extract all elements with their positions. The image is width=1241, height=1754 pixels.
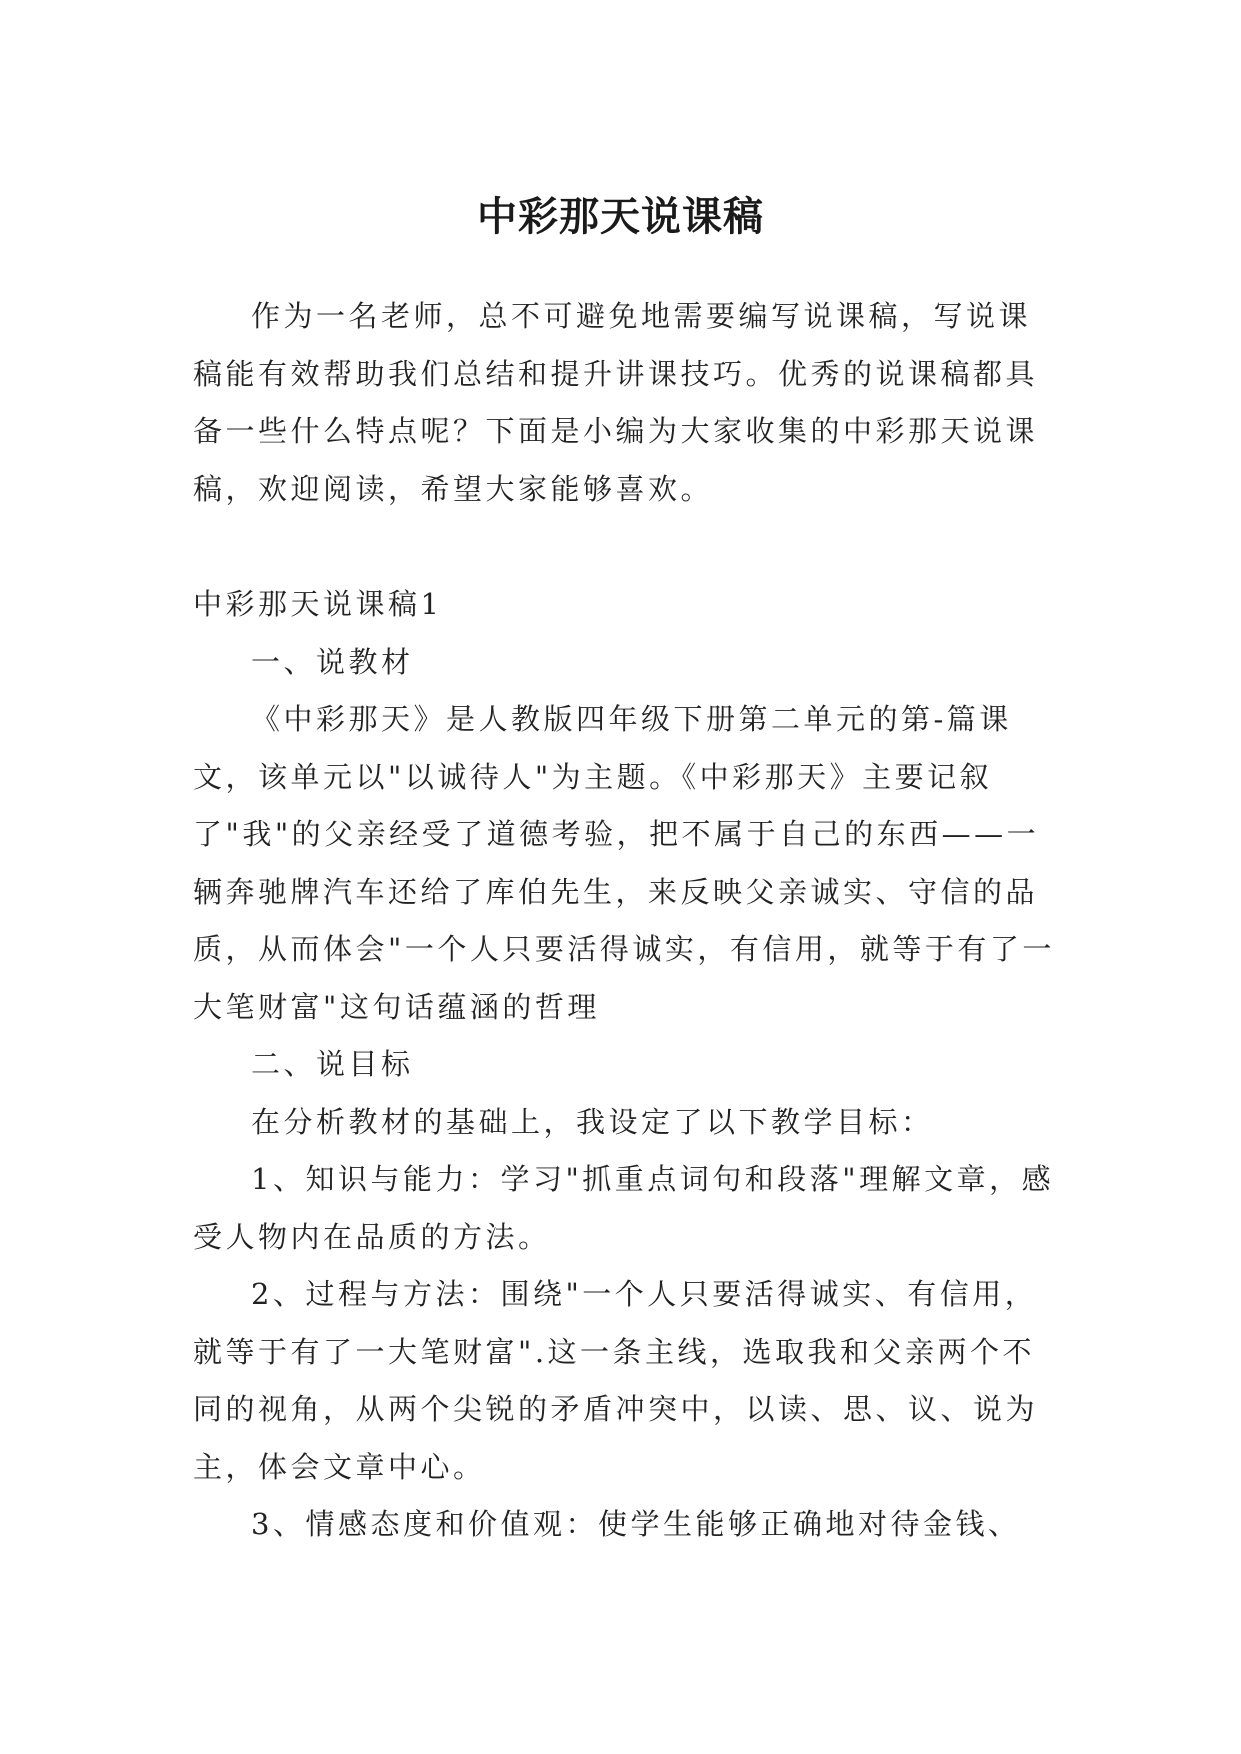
document-title: 中彩那天说课稿: [477, 193, 764, 240]
heading-goals: 二、说目标: [251, 1047, 414, 1081]
content-block: [193, 576, 1061, 1554]
paragraph-goals-intro: 在分析教材的基础上，我设定了以下教学目标：: [251, 1104, 934, 1139]
paragraph-textbook: 《中彩那天》是人教版四年级下册第二单元的第-篇课文，该单元以"以诚待人"为主题。《中彩那天》主要记叙了"我"的父亲经受了道德考验，把不属于自己的东西——一辆奔驰牌汽车还给了库伯先生，来反映父亲诚实、守信的品质，从而体会"一个人只要活得诚实，有信用，就等于有了一大笔财富"这句话蕴涵的哲理: [193, 702, 1055, 1024]
intro-paragraph: 作为一名老师，总不可避免地需要编写说课稿，写说课稿能有效帮助我们总结和提升讲课技巧。优秀的说课稿都具备一些什么特点呢？下面是小编为大家收集的中彩那天说课稿，欢迎阅读，希望大家能够喜欢。: [193, 299, 1039, 506]
goal-item-values: 3、情感态度和价值观：使学生能够正确地对待金钱、: [251, 1507, 1021, 1541]
goal-item-knowledge: 1、知识与能力：学习"抓重点词句和段落"理解文章，感受人物内在品质的方法。: [193, 1162, 1055, 1254]
heading-textbook: 一、说教材: [251, 644, 414, 679]
intro-block: [193, 288, 1061, 518]
goal-item-process: 2、过程与方法：围绕"一个人只要活得诚实、有信用，就等于有了一大笔财富".这一条主线，选取我和父亲两个不同的视角，从两个尖锐的矛盾冲突中，以读、思、议、说为主，体会文章中心。: [193, 1277, 1039, 1484]
section-title: 中彩那天说课稿1: [193, 587, 443, 621]
